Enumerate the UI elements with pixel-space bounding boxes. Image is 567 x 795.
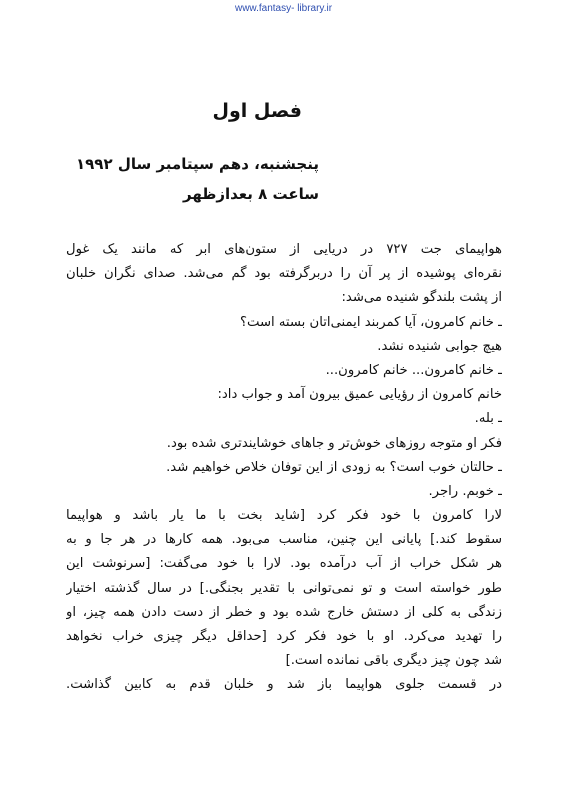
text-line: را تهدید می‌کرد. او با خود فکر کرد [حداقل دیگر چیزی خراب نخواهد: [66, 629, 502, 644]
text-line: سقوط کند.] پایانی این چنین، مناسب می‌بود. همه کارها در هر جا و به: [66, 532, 502, 548]
text-line: ـ بله.: [474, 411, 502, 427]
text-line: نقره‌ای پوشیده از پر آن را دربرگرفته بود گم می‌شد. صدای نگران خلبان: [66, 266, 502, 282]
text-line: فکر او متوجه روزهای خوش‌تر و جاهای خوشایندتری شده بود.: [166, 435, 502, 451]
text-line: هر شکل خراب از آب درآمده بود. لارا با خود می‌گفت: [سرنوشت این: [66, 556, 502, 572]
watermark-url[interactable]: www.fantasy- library.ir: [234, 3, 333, 14]
text-line: ـ خانم کامرون... خانم کامرون...: [325, 362, 502, 378]
text-line: ـ خانم کامرون، آیا کمربند ایمنی‌اتان بسته است؟: [240, 314, 502, 330]
chapter-body-text: [66, 238, 502, 698]
dateline-time: ساعت ۸ بعدازظهر: [182, 185, 319, 203]
text-line: هواپیمای جت ۷۲۷ در دریایی از ستون‌های ابر که مانند یک غول: [66, 242, 502, 257]
text-line: لارا کامرون با خود فکر کرد [شاید بخت با ما یار باشد و هواپیما: [66, 508, 502, 524]
text-line: شد چون چیز دیگری باقی نمانده است.]: [285, 653, 502, 669]
chapter-title: فصل اول: [212, 100, 302, 122]
text-line: هیچ جوابی شنیده نشد.: [377, 338, 502, 354]
text-line: از پشت بلندگو شنیده می‌شد:: [341, 290, 502, 306]
text-line: زندگی به کلی از دستش خارج شده بود و خطر از دست دادن همه چیز، او: [66, 604, 502, 620]
text-line: ـ خوبم. راجر.: [428, 483, 502, 499]
text-line: خانم کامرون از رؤیایی عمیق بیرون آمد و جواب داد:: [217, 387, 502, 403]
text-line: در قسمت جلوی هواپیما باز شد و خلبان قدم به کابین گذاشت.: [66, 677, 502, 693]
text-line: ـ حالتان خوب است؟ به زودی از این توفان خلاص خواهیم شد.: [166, 459, 502, 475]
text-line: طور خواسته است و تو نمی‌توانی با تقدیر بجنگی.] در سال گذشته اختیار: [66, 580, 502, 596]
dateline-date: پنجشنبه، دهم سپتامبر سال ۱۹۹۲: [75, 155, 319, 173]
